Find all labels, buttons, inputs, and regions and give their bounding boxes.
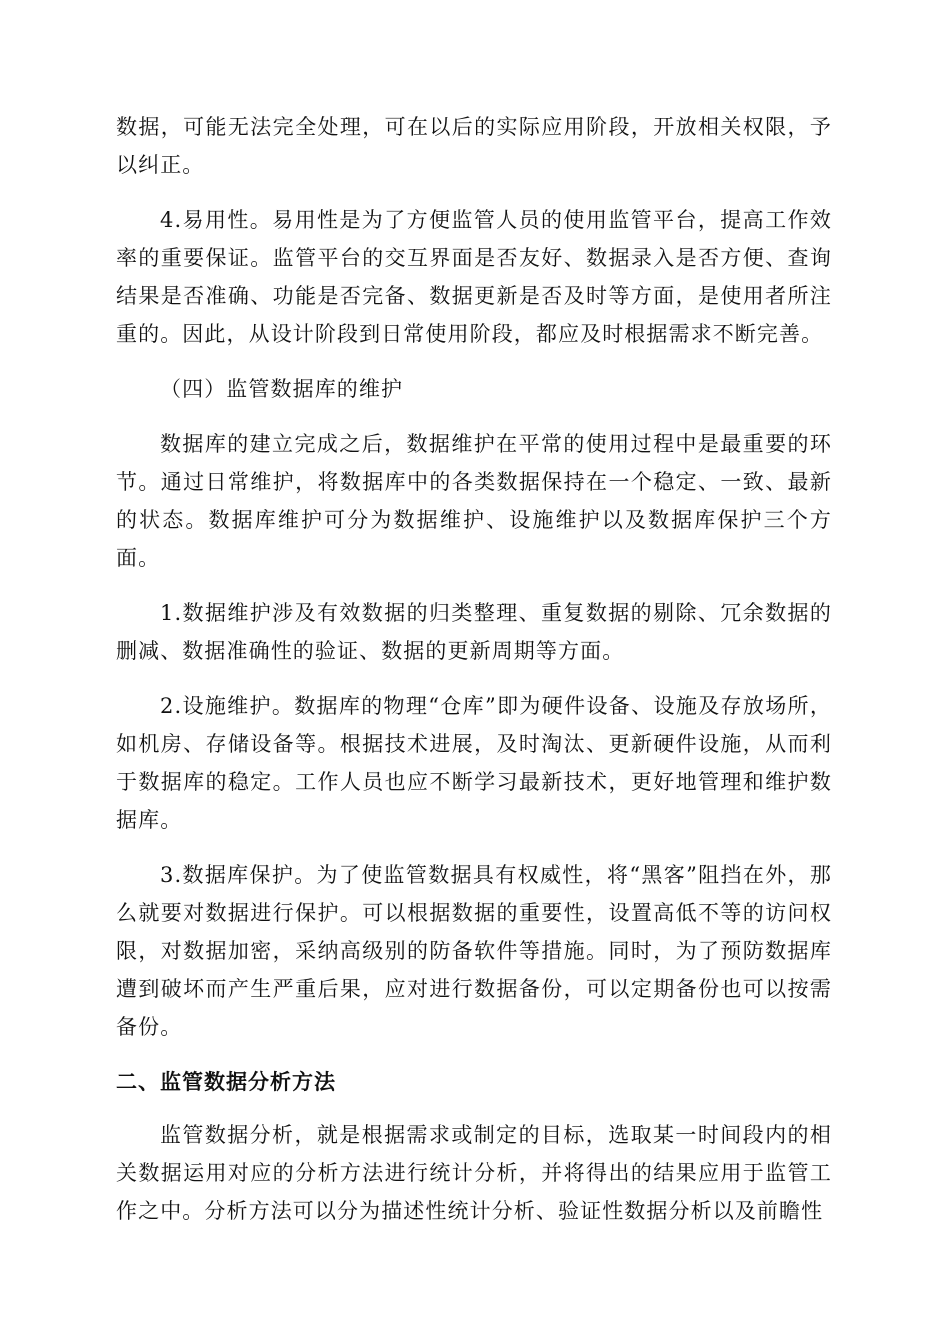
paragraph-database-protection: 3.数据库保护。为了使监管数据具有权威性，将“黑客”阻挡在外，那么就要对数据进行保护。可以根据数据的重要性，设置高低不等的访问权限，对数据加密，采纳高级别的防备软件等措施。同时，为了预防数据库遭到破坏而产生严重后果，应对进行数据备份，可以定期备份也可以按需备份。 — [116, 863, 832, 1039]
paragraph-usability: 4.易用性。易用性是为了方便监管人员的使用监管平台，提高工作效率的重要保证。监管平台的交互界面是否友好、数据录入是否方便、查询结果是否准确、功能是否完备、数据更新是否及时等方面，是使用者所注重的。因此，从设计阶段到日常使用阶段，都应及时根据需求不断完善。 — [116, 208, 832, 346]
paragraph-maintenance-intro: 数据库的建立完成之后，数据维护在平常的使用过程中是最重要的环节。通过日常维护，将数据库中的各类数据保持在一个稳定、一致、最新的状态。数据库维护可分为数据维护、设施维护以及数据库保护三个方面。 — [116, 432, 832, 570]
paragraph-facility-maintenance: 2.设施维护。数据库的物理“仓库”即为硬件设备、设施及存放场所，如机房、存储设备等。根据技术进展，及时淘汰、更新硬件设施，从而利于数据库的稳定。工作人员也应不断学习最新技术，更好地管理和维护数据库。 — [116, 694, 832, 832]
paragraph-data-maintenance: 1.数据维护涉及有效数据的归类整理、重复数据的剔除、冗余数据的删减、数据准确性的验证、数据的更新周期等方面。 — [116, 601, 832, 663]
subsection-heading-maintenance: （四）监管数据库的维护 — [160, 377, 404, 401]
document-page — [116, 108, 832, 1247]
paragraph-analysis-intro: 监管数据分析，就是根据需求或制定的目标，选取某一时间段内的相关数据运用对应的分析方法进行统计分析，并将得出的结果应用于监管工作之中。分析方法可以分为描述性统计分析、验证性数据分析以及前瞻性 — [116, 1123, 832, 1223]
paragraph-continuation: 数据，可能无法完全处理，可在以后的实际应用阶段，开放相关权限，予以纠正。 — [116, 115, 832, 177]
section-heading-analysis-methods: 二、监管数据分析方法 — [116, 1070, 336, 1094]
